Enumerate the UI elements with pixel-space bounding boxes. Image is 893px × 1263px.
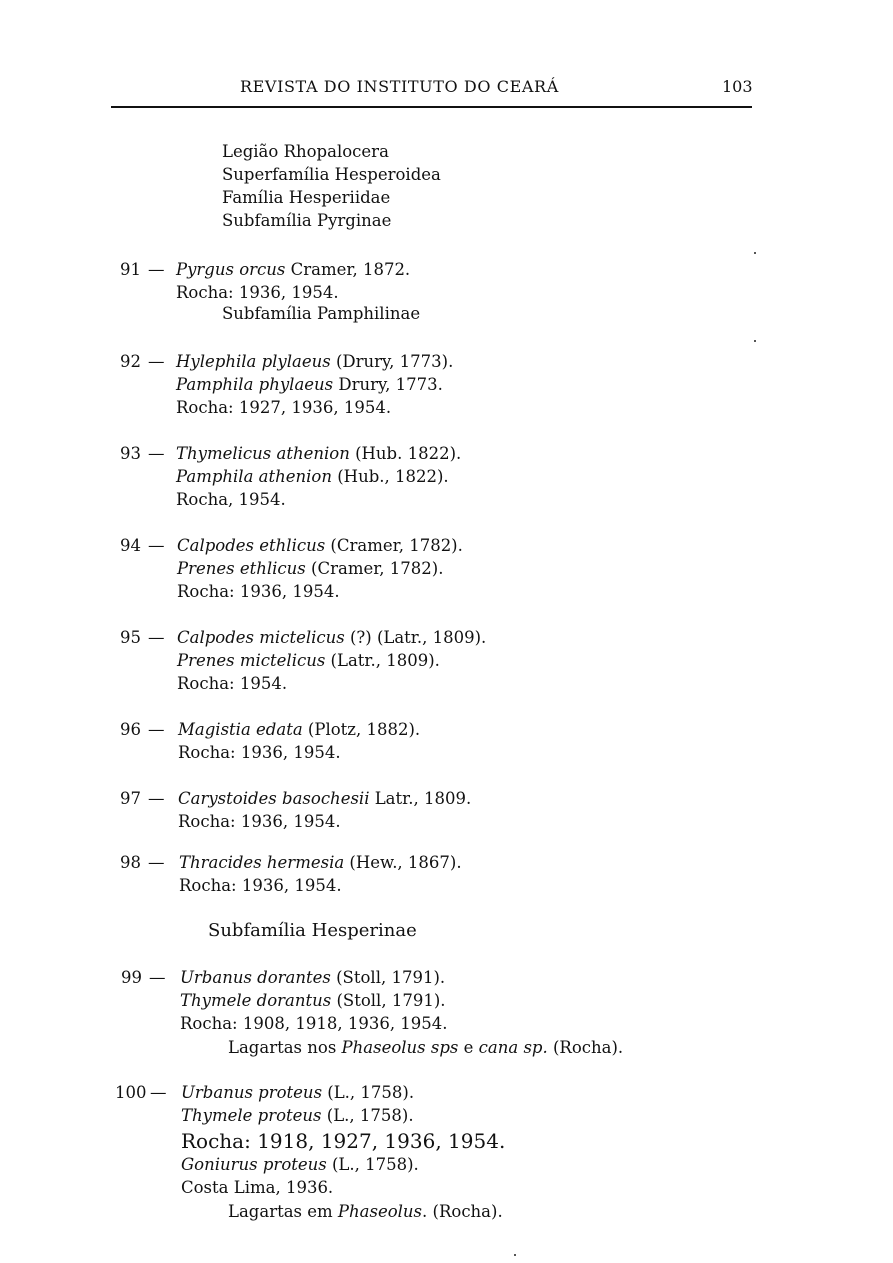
entry-number: 98 (120, 853, 141, 872)
species-author: (Plotz, 1882). (302, 720, 421, 739)
note-text: e (458, 1038, 479, 1057)
entry-line: Rocha: 1936, 1954. (178, 743, 341, 762)
entry-line (176, 354, 453, 371)
entry-line: Rocha: 1908, 1918, 1936, 1954. (180, 1014, 448, 1033)
entry-dash: — (148, 260, 165, 279)
entry-dash: — (148, 628, 165, 647)
entry-number: 92 (120, 352, 141, 371)
synonym-author: Drury, 1773. (333, 375, 443, 394)
host-plant-name: Phaseolus (337, 1202, 423, 1221)
species-name: Calpodes ethlicus (177, 536, 326, 555)
species-name: Hylephila plylaeus (176, 352, 331, 371)
scan-speck (754, 252, 756, 254)
note-line (228, 1040, 623, 1057)
entry-line: Rocha: 1927, 1936, 1954. (176, 398, 392, 417)
species-author: Cramer, 1872. (285, 260, 411, 279)
subfamily-heading: Subfamília Pamphilinae (222, 304, 421, 323)
species-author: (Hub. 1822). (349, 444, 462, 463)
entry-line (180, 970, 445, 987)
entry-number: 97 (120, 789, 141, 808)
synonym-name: Thymele dorantus (180, 991, 332, 1010)
species-name: Carystoides basochesii (178, 789, 370, 808)
entry-line (176, 377, 443, 394)
scan-speck (514, 1254, 516, 1256)
host-plant-name: Phaseolus sps (341, 1038, 459, 1057)
entry-line (177, 630, 486, 647)
entry-line (179, 855, 462, 872)
species-name: Pyrgus orcus (176, 260, 286, 279)
entry-line (177, 561, 443, 578)
taxon-subfamily: Subfamília Pyrginae (222, 211, 392, 230)
entry-line (181, 1085, 414, 1102)
synonym-author: (L., 1758). (326, 1155, 419, 1174)
entry-line (176, 469, 449, 486)
taxon-superfamily: Superfamília Hesperoidea (222, 165, 441, 184)
entry-line (177, 538, 463, 555)
synonym-author: (Latr., 1809). (325, 651, 440, 670)
note-text: . (Rocha). (422, 1202, 503, 1221)
entry-number: 99 (121, 968, 142, 987)
synonym-name: Thymele proteus (181, 1106, 322, 1125)
note-text: (Rocha). (547, 1038, 624, 1057)
synonym-name: Pamphila phylaeus (176, 375, 334, 394)
note-text: Lagartas nos (228, 1038, 342, 1057)
page-number: 103 (722, 77, 753, 96)
entry-number: 94 (120, 536, 141, 555)
entry-line: Rocha: 1936, 1954. (176, 283, 339, 302)
species-name: Magistia edata (178, 720, 303, 739)
entry-line: Rocha: 1954. (177, 674, 288, 693)
synonym-name: Prenes ethlicus (177, 559, 306, 578)
synonym-author: (Cramer, 1782). (305, 559, 444, 578)
entry-line (177, 653, 440, 670)
entry-number: 96 (120, 720, 141, 739)
entry-number: 93 (120, 444, 141, 463)
species-author: (Cramer, 1782). (325, 536, 463, 555)
entry-line: Rocha, 1954. (176, 490, 286, 509)
species-name: Thracides hermesia (179, 853, 345, 872)
entry-line: Rocha: 1936, 1954. (179, 876, 342, 895)
entry-dash: — (148, 444, 165, 463)
species-author: (?) (Latr., 1809). (344, 628, 487, 647)
entry-line (180, 993, 446, 1010)
entry-line: Costa Lima, 1936. (181, 1178, 334, 1197)
entry-dash: — (150, 1083, 167, 1102)
species-author: (Drury, 1773). (330, 352, 454, 371)
species-author: (Stoll, 1791). (330, 968, 446, 987)
entry-line (176, 262, 410, 279)
species-author: (Hew., 1867). (344, 853, 462, 872)
species-name: Urbanus dorantes (180, 968, 331, 987)
subfamily-heading: Subfamília Hesperinae (208, 920, 417, 941)
species-name: Calpodes mictelicus (177, 628, 345, 647)
entry-dash: — (148, 720, 165, 739)
entry-dash: — (148, 789, 165, 808)
entry-number: 95 (120, 628, 141, 647)
note-line (228, 1204, 503, 1221)
entry-dash: — (149, 968, 166, 987)
species-author: Latr., 1809. (369, 789, 472, 808)
synonym-name: Pamphila athenion (176, 467, 332, 486)
entry-dash: — (148, 536, 165, 555)
species-author: (L., 1758). (322, 1083, 415, 1102)
entry-line (181, 1157, 419, 1174)
taxon-family: Família Hesperiidae (222, 188, 391, 207)
entry-line: Rocha: 1936, 1954. (178, 812, 341, 831)
entry-line (178, 791, 471, 808)
synonym-author: (L., 1758). (321, 1106, 414, 1125)
entry-line (181, 1108, 414, 1125)
entry-line (178, 722, 420, 739)
note-text: Lagartas em (228, 1202, 338, 1221)
host-plant-name: cana sp. (478, 1038, 548, 1057)
synonym-name: Goniurus proteus (181, 1155, 327, 1174)
taxon-legion: Legião Rhopalocera (222, 142, 389, 161)
entry-dash: — (148, 853, 165, 872)
entry-line: Rocha: 1918, 1927, 1936, 1954. (181, 1129, 506, 1153)
entry-number: 100 (115, 1083, 147, 1102)
entry-line: Rocha: 1936, 1954. (177, 582, 340, 601)
entry-dash: — (148, 352, 165, 371)
entry-line (176, 446, 461, 463)
scan-speck (754, 340, 756, 342)
header-rule (111, 106, 752, 108)
entry-number: 91 (120, 260, 141, 279)
species-name: Thymelicus athenion (176, 444, 350, 463)
journal-title: REVISTA DO INSTITUTO DO CEARÁ (240, 77, 559, 96)
species-name: Urbanus proteus (181, 1083, 323, 1102)
synonym-author: (Hub., 1822). (332, 467, 449, 486)
synonym-name: Prenes mictelicus (177, 651, 326, 670)
synonym-author: (Stoll, 1791). (331, 991, 446, 1010)
